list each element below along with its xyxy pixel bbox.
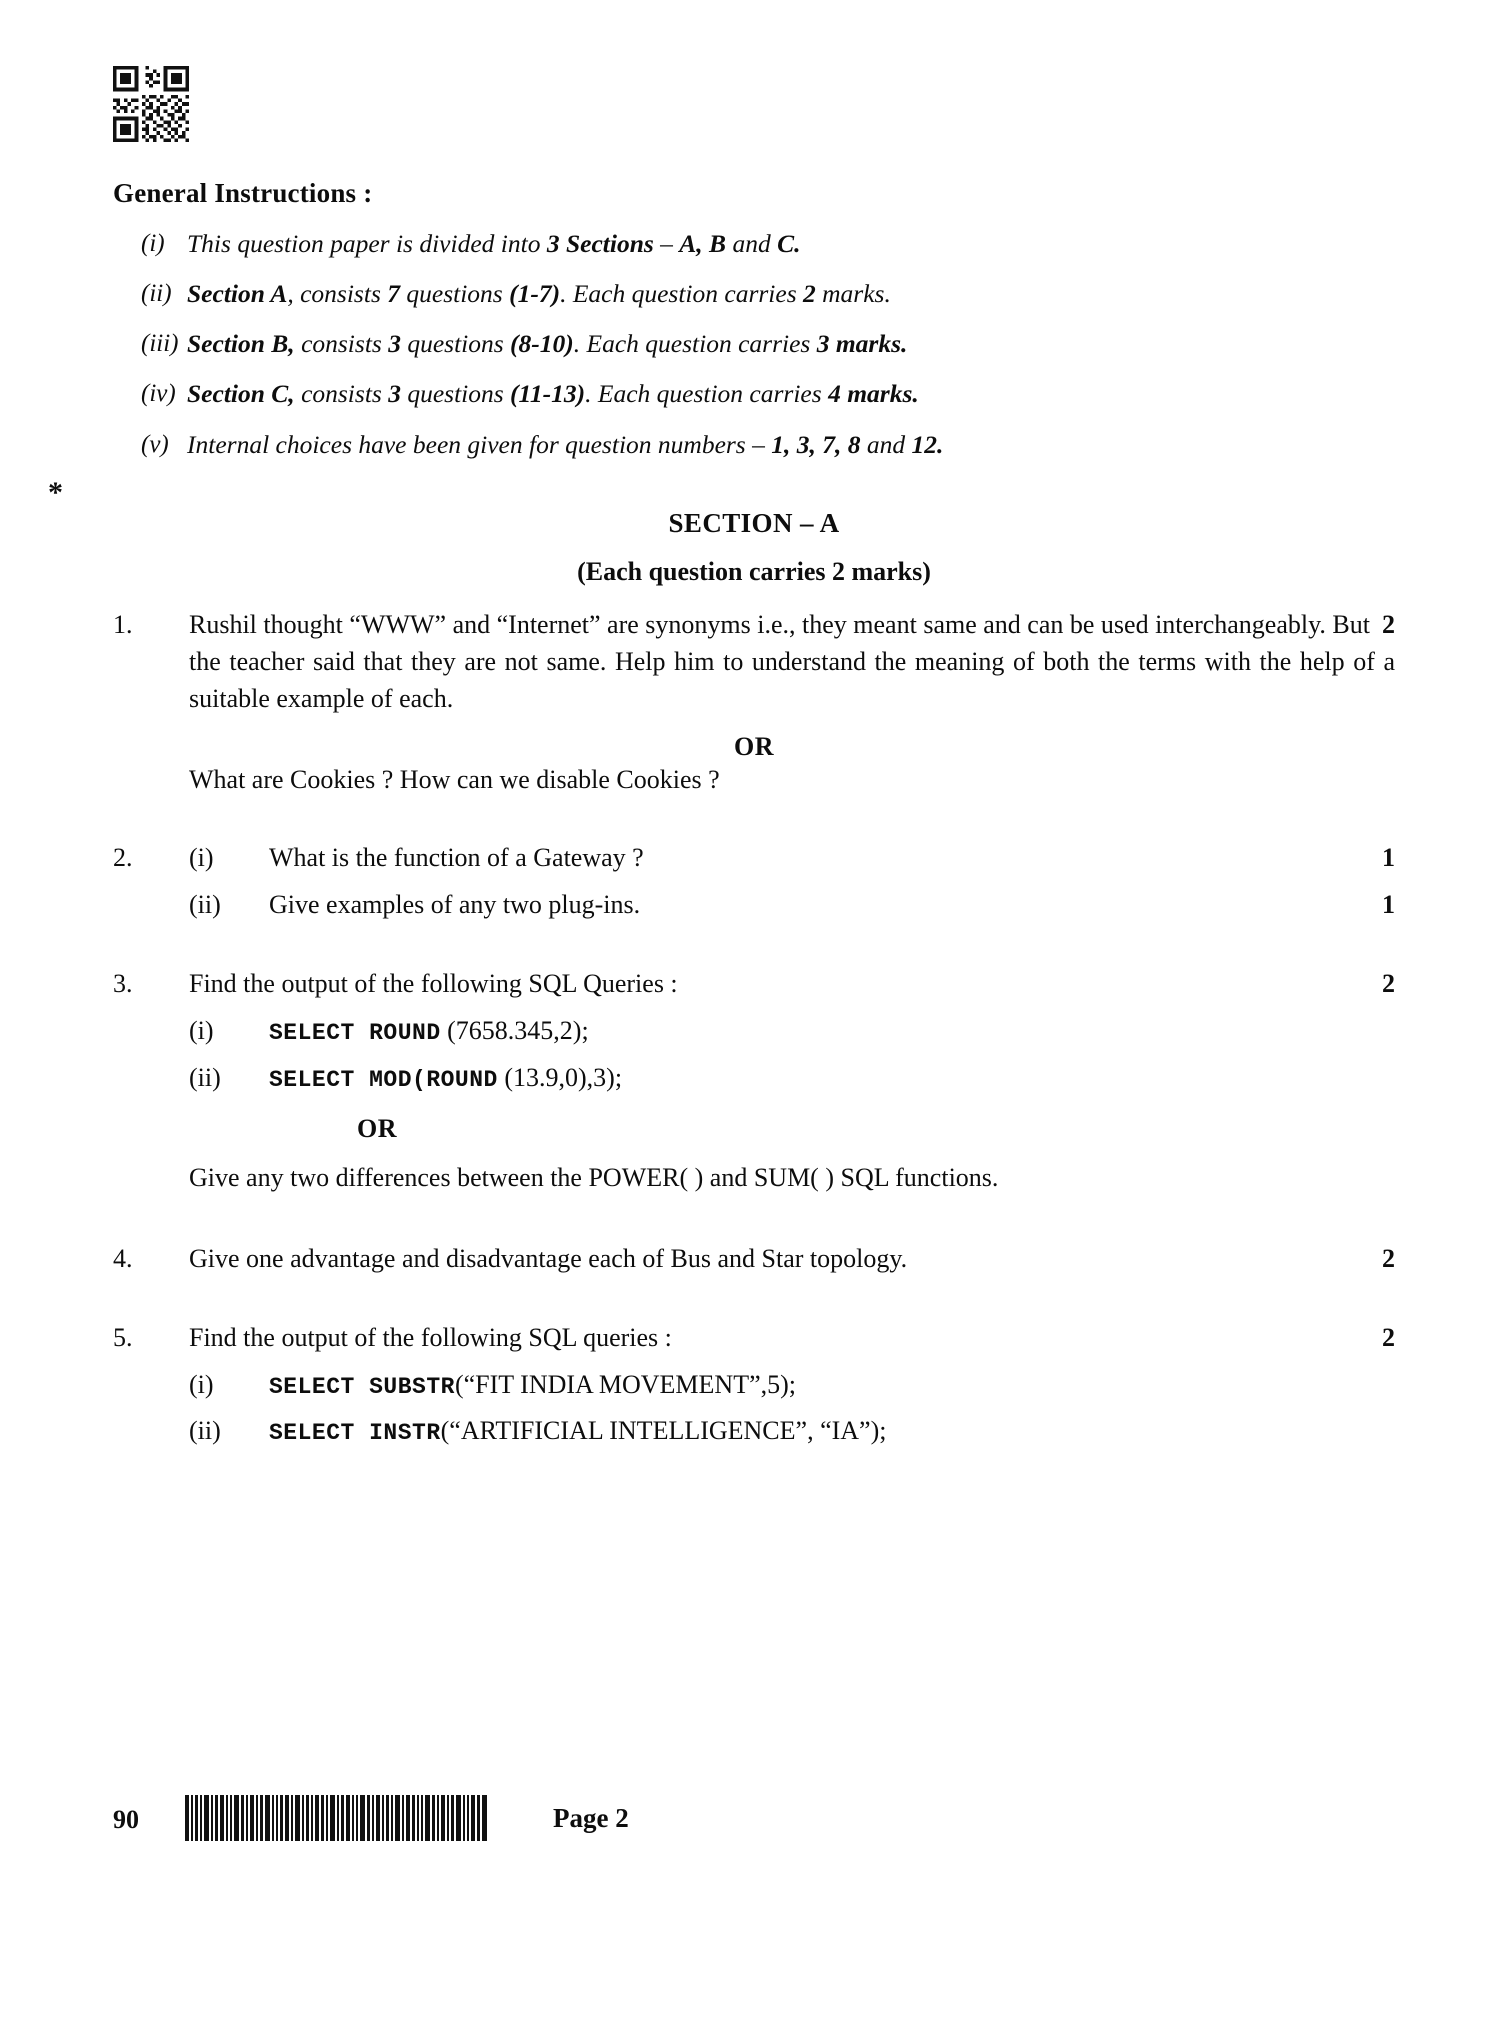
- sub-item: [189, 887, 1395, 924]
- sub-item-label: (i): [189, 843, 214, 873]
- or-divider: OR: [734, 731, 774, 761]
- sql-keyword: SELECT MOD(ROUND: [269, 1067, 498, 1094]
- sql-arguments: (“ARTIFICIAL INTELLIGENCE”, “IA”);: [440, 1416, 887, 1446]
- question-marks: 2: [1382, 1243, 1395, 1273]
- instruction-number: (i): [141, 230, 165, 257]
- sql-query: [269, 1367, 1395, 1404]
- question-body-text: Find the output of the following SQL queries :: [189, 1322, 672, 1352]
- qr-code-icon: [113, 66, 189, 142]
- question-number: 1.: [113, 609, 133, 639]
- instruction-number: (iv): [141, 380, 176, 408]
- general-instructions-heading: General Instructions :: [113, 178, 373, 208]
- question-4: [113, 1241, 1395, 1278]
- page-footer: [113, 1795, 1395, 1855]
- question-marks: 2: [1382, 609, 1395, 639]
- question-number: 3.: [113, 969, 133, 999]
- question-3: [113, 966, 1395, 1197]
- sql-arguments: (13.9,0),3);: [497, 1063, 623, 1093]
- page-content: [113, 178, 1395, 1450]
- instruction-item: [113, 277, 1395, 311]
- instruction-text: Section C, consists 3 questions (11-13). Each question carries 4 marks.: [187, 379, 919, 409]
- section-a-title: SECTION – A: [668, 507, 840, 538]
- instruction-text: This question paper is divided into 3 Sections – A, B and C.: [187, 229, 801, 258]
- question-text: [189, 607, 1395, 718]
- page-number: Page 2: [553, 1803, 629, 1833]
- instruction-text: Internal choices have been given for question numbers – 1, 3, 7, 8 and 12.: [187, 429, 944, 459]
- question-text: [189, 1320, 1395, 1451]
- instruction-item: [113, 428, 1395, 462]
- sql-query: [269, 1013, 1395, 1050]
- instruction-number: (iii): [141, 330, 179, 358]
- barcode: [185, 1795, 489, 1841]
- question-alternative-text: Give any two differences between the POWER( ) and SUM( ) SQL functions.: [189, 1162, 999, 1192]
- sub-item-marks: 1: [1382, 890, 1395, 920]
- sql-arguments: (“FIT INDIA MOVEMENT”,5);: [454, 1369, 797, 1399]
- sub-item-marks: 1: [1382, 843, 1395, 873]
- question-2: [113, 840, 1395, 924]
- question-marks: 2: [1382, 969, 1395, 999]
- sub-item: [189, 1013, 1395, 1050]
- question-5: [113, 1320, 1395, 1451]
- sql-keyword: SELECT INSTR: [269, 1420, 441, 1447]
- question-alternative: [189, 762, 1395, 799]
- question-alternative-text: What are Cookies ? How can we disable Cookies ?: [189, 764, 720, 794]
- sql-arguments: (7658.345,2);: [440, 1016, 589, 1046]
- question-1: [113, 607, 1395, 799]
- question-number: 2.: [113, 843, 133, 873]
- sub-item-body: What is the function of a Gateway ?: [269, 843, 644, 873]
- sub-item-label: (i): [189, 1369, 214, 1399]
- question-body-text: Give one advantage and disadvantage each of Bus and Star topology.: [189, 1243, 908, 1273]
- sub-item-label: (ii): [189, 1063, 221, 1093]
- question-text: [189, 966, 1395, 1097]
- instruction-item: [113, 377, 1395, 411]
- instruction-text: Section A, consists 7 questions (1-7). Each question carries 2 marks.: [187, 279, 891, 309]
- section-a-subtitle: (Each question carries 2 marks): [577, 556, 931, 586]
- instruction-text: Section B, consists 3 questions (8-10). Each question carries 3 marks.: [187, 329, 908, 359]
- sub-item-body: Give examples of any two plug-ins.: [269, 890, 641, 920]
- or-divider: OR: [357, 1113, 397, 1143]
- sub-item-label: (ii): [189, 890, 221, 920]
- sub-item: [189, 840, 1395, 877]
- question-number: 5.: [113, 1322, 133, 1352]
- sub-item: [189, 1367, 1395, 1404]
- question-body-text: Find the output of the following SQL Queries :: [189, 969, 678, 999]
- sub-item-label: (i): [189, 1016, 214, 1046]
- instruction-item: [113, 227, 1395, 261]
- sub-item: [189, 1060, 1395, 1097]
- instruction-number: (ii): [141, 280, 172, 308]
- instructions-list: [113, 227, 1395, 462]
- question-number: 4.: [113, 1243, 133, 1273]
- margin-asterisk-mark: *: [48, 476, 63, 509]
- sub-item-text: [269, 887, 1395, 924]
- sql-query: [269, 1413, 1395, 1450]
- question-text: [189, 1241, 1395, 1278]
- sql-keyword: SELECT ROUND: [269, 1020, 441, 1047]
- paper-code: 90: [113, 1805, 139, 1834]
- sql-query: [269, 1060, 1395, 1097]
- question-alternative: [189, 1160, 1395, 1197]
- sub-item: [189, 1413, 1395, 1450]
- instruction-number: (v): [141, 430, 169, 458]
- sub-item-text: [269, 840, 1395, 877]
- question-marks: 2: [1382, 1322, 1395, 1352]
- sub-item-label: (ii): [189, 1416, 221, 1446]
- instruction-item: [113, 327, 1395, 361]
- sql-keyword: SELECT SUBSTR: [269, 1373, 455, 1400]
- question-subitems: [189, 840, 1395, 924]
- or-wrapper: [189, 1097, 1395, 1148]
- question-body-text: Rushil thought “WWW” and “Internet” are synonyms i.e., they meant same and can be used interchangeably. But the teacher said that they are not same. Help him to understand the meaning of both the terms with the help of a suitable example of each.: [189, 609, 1395, 713]
